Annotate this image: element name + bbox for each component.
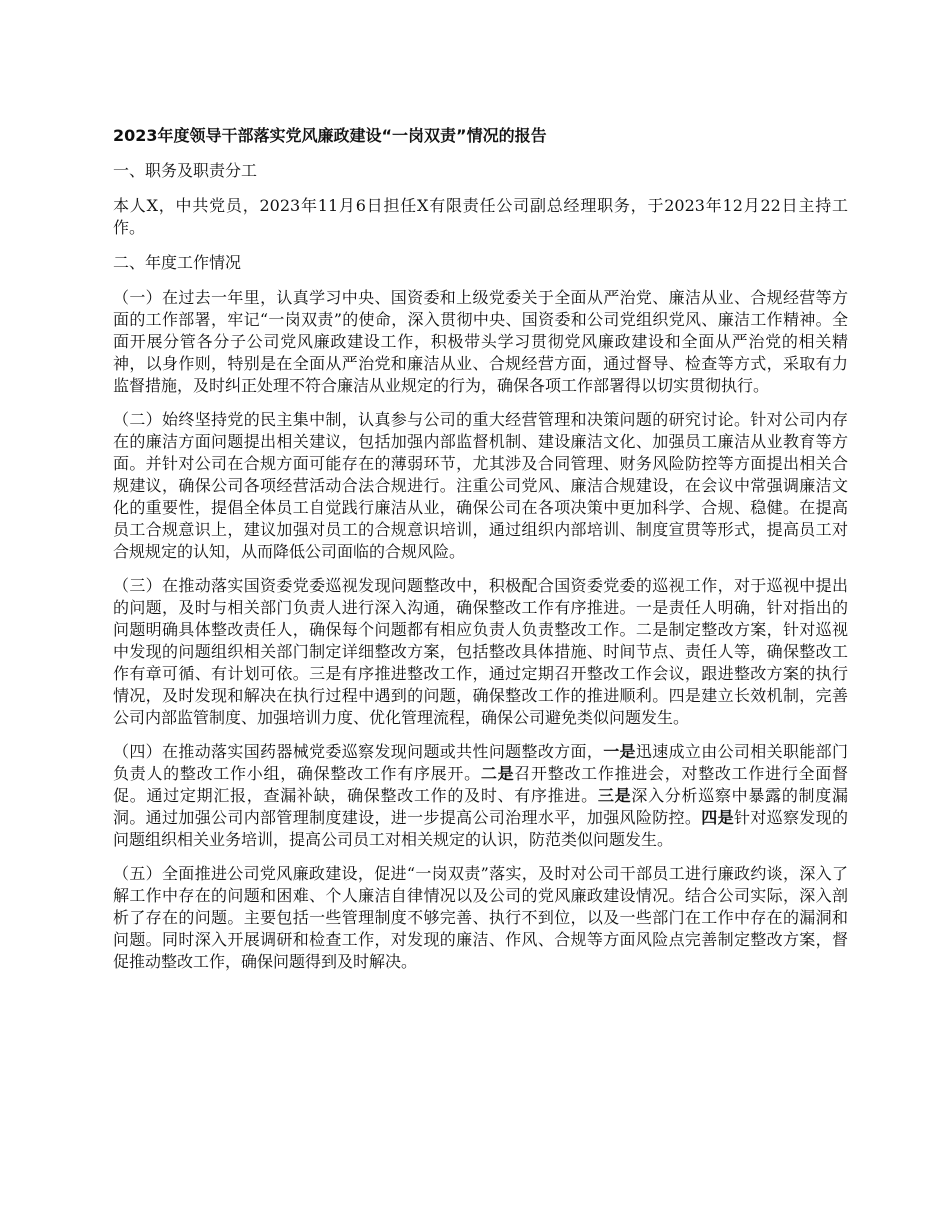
paragraph-personal-info: 本人X，中共党员，2023年11月6日担任X有限责任公司副总经理职务，于2023年12月22日主持工作。 — [113, 196, 848, 237]
text-run: 针对巡察发现的问题组织相关业务培训，提高公司员工对相关规定的认识，防范类似问题发生。 — [113, 808, 848, 849]
paragraph-work-3: （三）在推动落实国资委党委巡视发现问题整改中，积极配合国资委党委的巡视工作，对于巡视中提出的问题，及时与相关部门负责人进行深入沟通，确保整改工作有序推进。一是责任人明确，针对指出的问题明确具体整改责任人，确保每个问题都有相应负责人负责整改工作。二是制定整改方案，针对巡视中发现的问题组织相关部门制定详细整改方案，包括整改具体措施、时间节点、责任人等，确保整改工作有章可循、有计划可依。三是有序推进整改工作，通过定期召开整改工作会议，跟进整改方案的执行情况，及时发现和解决在执行过程中遇到的问题，确保整改工作的推进顺利。四是建立长效机制，完善公司内部监管制度、加强培训力度、优化管理流程，确保公司避免类似问题发生。 — [113, 576, 848, 727]
section-heading-duties: 一、职务及职责分工 — [113, 161, 258, 180]
paragraph-work-2: （二）始终坚持党的民主集中制，认真参与公司的重大经营管理和决策问题的研究讨论。针对公司内存在的廉洁方面问题提出相关建议，包括加强内部监督机制、建设廉洁文化、加强员工廉洁从业教育等方面。并针对公司在合规方面可能存在的薄弱环节，尤其涉及合同管理、财务风险防控等方面提出相关合规建议，确保公司各项经营活动合法合规进行。注重公司党风、廉洁合规建设，在会议中常强调廉洁文化的重要性，提倡全体员工自觉践行廉洁从业，确保公司在各项决策中更加科学、合规、稳健。在提高员工合规意识上，建议加强对员工的合规意识培训，通过组织内部培训、制度宣贯等形式，提高员工对合规规定的认知，从而降低公司面临的合规风险。 — [113, 410, 848, 561]
document-title: 2023年度领导干部落实党风廉政建设“一岗双责”情况的报告 — [113, 126, 547, 145]
document-page — [113, 122, 848, 985]
bold-marker-2: 二是 — [480, 764, 515, 783]
paragraph-work-4 — [113, 741, 848, 851]
text-run: 召开整改工作推进会，对整改工作进行全面督促。通过定期汇报，查漏补缺，确保整改工作的及时、有序推进。 — [113, 764, 848, 805]
section-heading-annual-work: 二、年度工作情况 — [113, 253, 242, 272]
text-run: （四）在推动落实国药器械党委巡察发现问题或共性问题整改方面， — [113, 742, 604, 761]
bold-marker-4: 四是 — [701, 808, 734, 827]
text-run: 深入分析巡察中暴露的制度漏洞。通过加强公司内部管理制度建设，进一步提高公司治理水平，加强风险防控。 — [113, 786, 848, 827]
paragraph-work-5: （五）全面推进公司党风廉政建设，促进“一岗双责”落实，及时对公司干部员工进行廉政约谈，深入了解工作中存在的问题和困难、个人廉洁自律情况以及公司的党风廉政建设情况。结合公司实际，深入剖析了存在的问题。主要包括一些管理制度不够完善、执行不到位，以及一些部门在工作中存在的漏洞和问题。同时深入开展调研和检查工作，对发现的廉洁、作风、合规等方面风险点完善制定整改方案，督促推动整改工作，确保问题得到及时解决。 — [113, 864, 848, 971]
bold-marker-3: 三是 — [597, 786, 632, 805]
paragraph-work-1: （一）在过去一年里，认真学习中央、国资委和上级党委关于全面从严治党、廉洁从业、合规经营等方面的工作部署，牢记“一岗双责”的使命，深入贯彻中央、国资委和公司党组织党风、廉洁工作精神。全面开展分管各分子公司党风廉政建设工作，积极带头学习贯彻党风廉政建设和全面从严治党的相关精神，以身作则，特别是在全面从严治党和廉洁从业、合规经营方面，通过督导、检查等方式，采取有力监督措施，及时纠正处理不符合廉洁从业规定的行为，确保各项工作部署得以切实贯彻执行。 — [113, 288, 848, 395]
bold-marker-1: 一是 — [603, 742, 636, 761]
text-run: 迅速成立由公司相关职能部门负责人的整改工作小组，确保整改工作有序展开。 — [113, 742, 848, 783]
